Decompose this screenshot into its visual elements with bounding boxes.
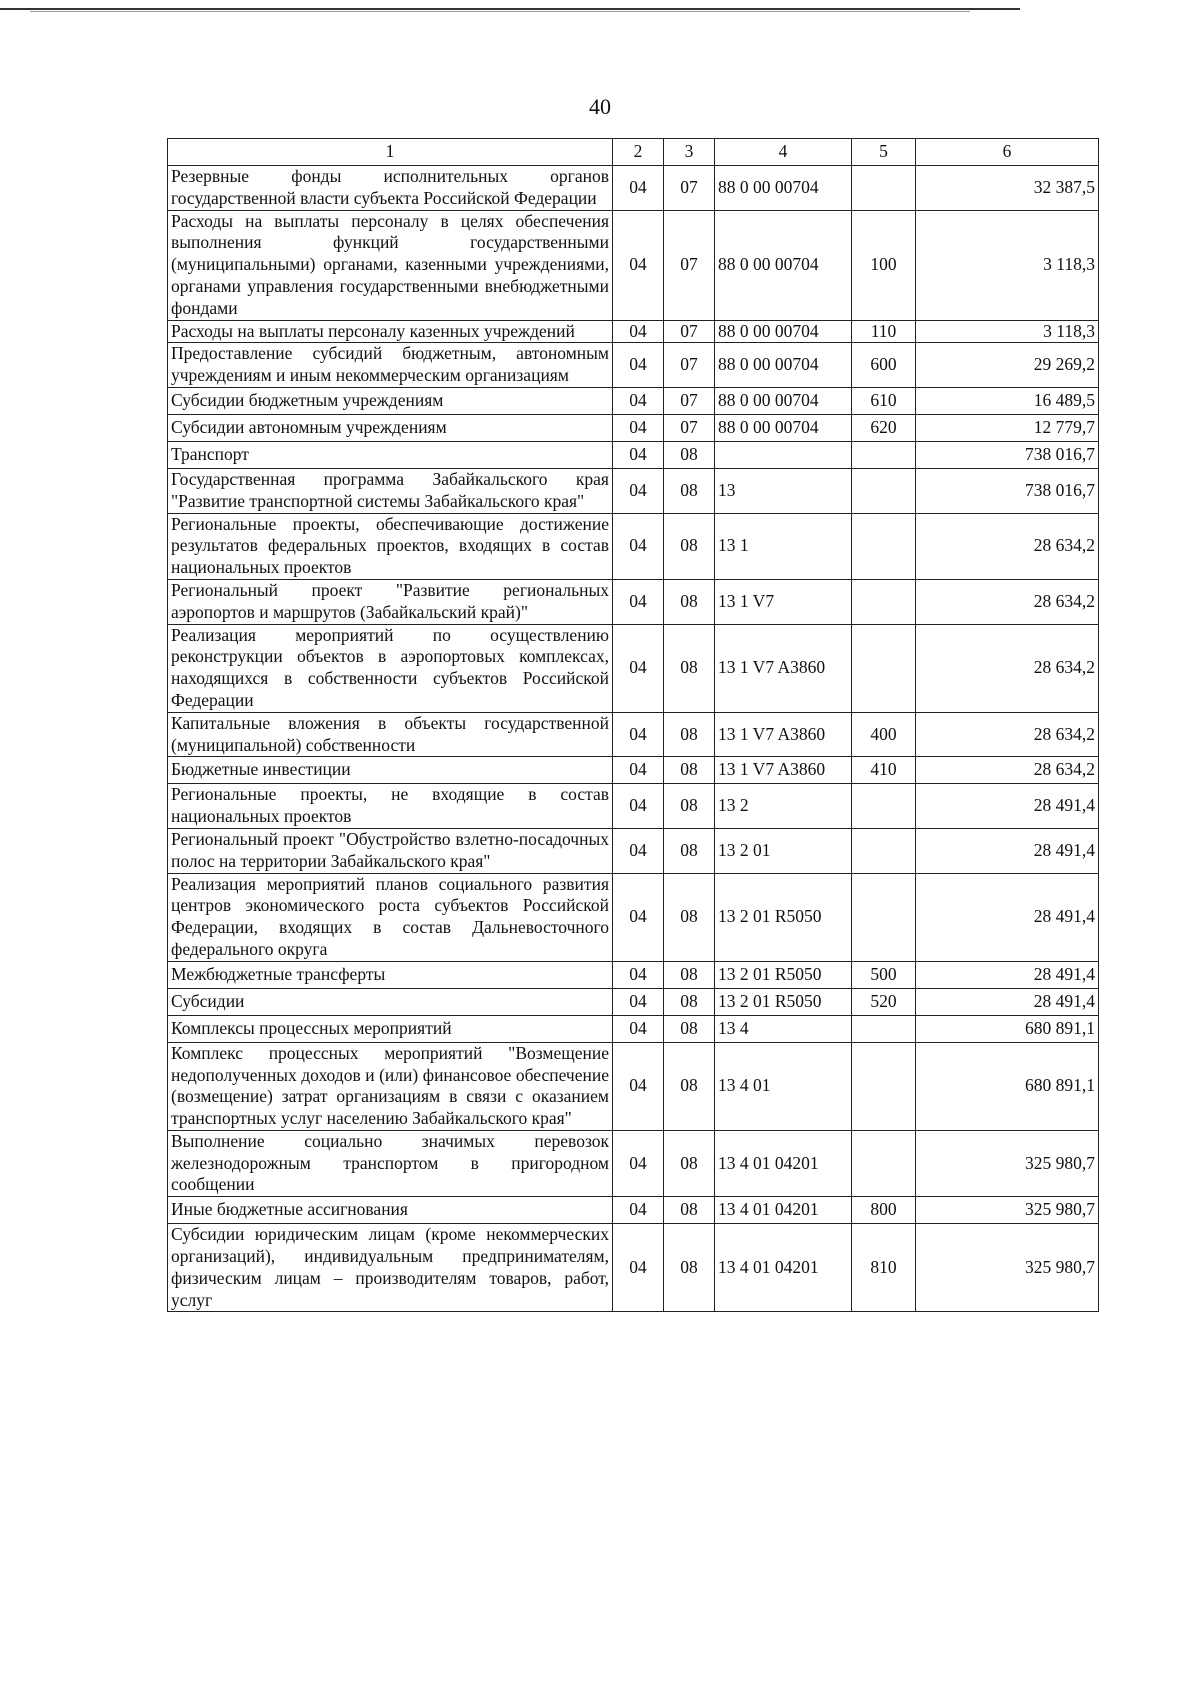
row-section-cell: 04 — [613, 873, 664, 961]
row-amount-cell: 680 891,1 — [916, 1015, 1099, 1042]
row-amount-cell: 28 491,4 — [916, 873, 1099, 961]
row-expense-type-cell: 520 — [852, 988, 916, 1015]
row-section-cell: 04 — [613, 320, 664, 343]
row-expense-type-cell: 800 — [852, 1197, 916, 1224]
row-subsection-cell: 08 — [664, 1197, 715, 1224]
row-subsection-cell: 08 — [664, 988, 715, 1015]
row-target-article-cell: 13 1 V7 — [715, 579, 852, 624]
row-section-cell: 04 — [613, 1042, 664, 1130]
row-amount-cell: 738 016,7 — [916, 468, 1099, 513]
row-expense-type-cell — [852, 873, 916, 961]
row-section-cell: 04 — [613, 1130, 664, 1196]
row-subsection-cell: 08 — [664, 1015, 715, 1042]
row-subsection-cell: 08 — [664, 1224, 715, 1312]
row-section-cell: 04 — [613, 988, 664, 1015]
table-row — [168, 988, 1099, 1015]
row-section-cell: 04 — [613, 961, 664, 988]
row-amount-cell: 28 491,4 — [916, 828, 1099, 873]
row-name-cell: Резервные фонды исполнительных органов государственной власти субъекта Российской Федерации — [168, 166, 613, 211]
row-expense-type-cell — [852, 624, 916, 712]
row-amount-cell: 325 980,7 — [916, 1224, 1099, 1312]
table-row — [168, 624, 1099, 712]
row-expense-type-cell: 600 — [852, 343, 916, 388]
header-cell-2: 2 — [613, 139, 664, 166]
row-target-article-cell: 88 0 00 00704 — [715, 387, 852, 414]
row-amount-cell: 28 491,4 — [916, 784, 1099, 829]
row-target-article-cell: 13 4 01 04201 — [715, 1130, 852, 1196]
row-target-article-cell: 88 0 00 00704 — [715, 210, 852, 320]
row-expense-type-cell — [852, 1042, 916, 1130]
table-row — [168, 343, 1099, 388]
row-section-cell: 04 — [613, 1015, 664, 1042]
row-amount-cell: 325 980,7 — [916, 1197, 1099, 1224]
table-row — [168, 468, 1099, 513]
row-expense-type-cell: 610 — [852, 387, 916, 414]
table-row — [168, 828, 1099, 873]
table-row — [168, 961, 1099, 988]
row-amount-cell: 28 634,2 — [916, 579, 1099, 624]
table-row — [168, 1015, 1099, 1042]
row-section-cell: 04 — [613, 414, 664, 441]
row-target-article-cell: 88 0 00 00704 — [715, 343, 852, 388]
row-name-cell: Региональный проект "Обустройство взлетно-посадочных полос на территории Забайкальского края" — [168, 828, 613, 873]
row-target-article-cell: 13 4 01 04201 — [715, 1197, 852, 1224]
row-expense-type-cell: 100 — [852, 210, 916, 320]
row-name-cell: Субсидии юридическим лицам (кроме некоммерческих организаций), индивидуальным предпринимателям, физическим лицам – производителям товаров, работ, услуг — [168, 1224, 613, 1312]
table-row — [168, 1130, 1099, 1196]
row-name-cell: Субсидии автономным учреждениям — [168, 414, 613, 441]
row-name-cell: Выполнение социально значимых перевозок железнодорожным транспортом в пригородном сообщении — [168, 1130, 613, 1196]
row-expense-type-cell — [852, 513, 916, 579]
row-name-cell: Реализация мероприятий планов социального развития центров экономического роста субъектов Российской Федерации, входящих в состав Дальневосточного федерального округа — [168, 873, 613, 961]
row-amount-cell: 16 489,5 — [916, 387, 1099, 414]
row-section-cell: 04 — [613, 828, 664, 873]
row-amount-cell: 325 980,7 — [916, 1130, 1099, 1196]
table-row — [168, 1042, 1099, 1130]
row-section-cell: 04 — [613, 712, 664, 757]
row-expense-type-cell — [852, 1130, 916, 1196]
table-row — [168, 757, 1099, 784]
row-section-cell: 04 — [613, 166, 664, 211]
row-target-article-cell: 13 4 01 — [715, 1042, 852, 1130]
table-row — [168, 1197, 1099, 1224]
row-subsection-cell: 08 — [664, 1130, 715, 1196]
row-name-cell: Расходы на выплаты персоналу казенных учреждений — [168, 320, 613, 343]
row-name-cell: Комплексы процессных мероприятий — [168, 1015, 613, 1042]
header-cell-3: 3 — [664, 139, 715, 166]
row-subsection-cell: 08 — [664, 624, 715, 712]
row-subsection-cell: 08 — [664, 828, 715, 873]
row-name-cell: Реализация мероприятий по осуществлению реконструкции объектов в аэропортовых комплексах, находящихся в собственности субъектов Российской Федерации — [168, 624, 613, 712]
row-subsection-cell: 08 — [664, 468, 715, 513]
row-target-article-cell: 13 — [715, 468, 852, 513]
row-expense-type-cell — [852, 441, 916, 468]
page-number: 40 — [589, 94, 611, 119]
row-target-article-cell: 13 4 01 04201 — [715, 1224, 852, 1312]
row-expense-type-cell: 810 — [852, 1224, 916, 1312]
row-subsection-cell: 08 — [664, 712, 715, 757]
row-expense-type-cell: 620 — [852, 414, 916, 441]
row-name-cell: Комплекс процессных мероприятий "Возмещение недополученных доходов и (или) финансовое обеспечение (возмещение) затрат организациям в связи с оказанием транспортных услуг населению Забайкальского края" — [168, 1042, 613, 1130]
row-section-cell: 04 — [613, 468, 664, 513]
row-name-cell: Региональные проекты, не входящие в состав национальных проектов — [168, 784, 613, 829]
row-target-article-cell: 88 0 00 00704 — [715, 414, 852, 441]
row-name-cell: Транспорт — [168, 441, 613, 468]
table-row — [168, 712, 1099, 757]
table-row — [168, 513, 1099, 579]
table-row — [168, 441, 1099, 468]
row-amount-cell: 28 634,2 — [916, 513, 1099, 579]
row-section-cell: 04 — [613, 387, 664, 414]
row-amount-cell: 32 387,5 — [916, 166, 1099, 211]
row-name-cell: Региональный проект "Развитие региональных аэропортов и маршрутов (Забайкальский край)" — [168, 579, 613, 624]
row-subsection-cell: 08 — [664, 961, 715, 988]
row-expense-type-cell — [852, 468, 916, 513]
row-name-cell: Государственная программа Забайкальского края "Развитие транспортной системы Забайкальского края" — [168, 468, 613, 513]
row-name-cell: Субсидии — [168, 988, 613, 1015]
table-row — [168, 1224, 1099, 1312]
row-section-cell: 04 — [613, 757, 664, 784]
header-cell-1: 1 — [168, 139, 613, 166]
row-amount-cell: 680 891,1 — [916, 1042, 1099, 1130]
row-section-cell: 04 — [613, 513, 664, 579]
row-subsection-cell: 07 — [664, 343, 715, 388]
row-section-cell: 04 — [613, 343, 664, 388]
top-scan-rule-thin — [30, 11, 970, 12]
row-expense-type-cell: 500 — [852, 961, 916, 988]
row-expense-type-cell: 110 — [852, 320, 916, 343]
row-expense-type-cell — [852, 579, 916, 624]
row-name-cell: Бюджетные инвестиции — [168, 757, 613, 784]
row-subsection-cell: 08 — [664, 441, 715, 468]
table-row — [168, 414, 1099, 441]
row-target-article-cell: 13 2 01 R5050 — [715, 873, 852, 961]
header-cell-6: 6 — [916, 139, 1099, 166]
table-row — [168, 210, 1099, 320]
row-target-article-cell: 88 0 00 00704 — [715, 320, 852, 343]
table-row — [168, 873, 1099, 961]
row-name-cell: Региональные проекты, обеспечивающие достижение результатов федеральных проектов, входящих в состав национальных проектов — [168, 513, 613, 579]
header-cell-4: 4 — [715, 139, 852, 166]
row-expense-type-cell: 400 — [852, 712, 916, 757]
row-subsection-cell: 07 — [664, 387, 715, 414]
row-target-article-cell: 13 2 01 — [715, 828, 852, 873]
row-amount-cell: 12 779,7 — [916, 414, 1099, 441]
row-subsection-cell: 08 — [664, 579, 715, 624]
row-section-cell: 04 — [613, 579, 664, 624]
row-target-article-cell: 13 1 V7 A3860 — [715, 624, 852, 712]
row-amount-cell: 28 491,4 — [916, 988, 1099, 1015]
row-subsection-cell: 08 — [664, 784, 715, 829]
row-amount-cell: 3 118,3 — [916, 210, 1099, 320]
row-subsection-cell: 07 — [664, 414, 715, 441]
row-name-cell: Расходы на выплаты персоналу в целях обеспечения выполнения функций государственными (муниципальными) органами, казенными учреждениями, органами управления государственными внебюджетными фондами — [168, 210, 613, 320]
row-name-cell: Межбюджетные трансферты — [168, 961, 613, 988]
row-amount-cell: 29 269,2 — [916, 343, 1099, 388]
row-expense-type-cell — [852, 828, 916, 873]
row-expense-type-cell: 410 — [852, 757, 916, 784]
table-row — [168, 320, 1099, 343]
budget-table — [167, 138, 1099, 1312]
table-row — [168, 387, 1099, 414]
row-subsection-cell: 08 — [664, 1042, 715, 1130]
row-section-cell: 04 — [613, 784, 664, 829]
top-scan-rule — [0, 8, 1020, 10]
row-name-cell: Субсидии бюджетным учреждениям — [168, 387, 613, 414]
table-row — [168, 579, 1099, 624]
header-cell-5: 5 — [852, 139, 916, 166]
row-target-article-cell: 13 2 — [715, 784, 852, 829]
row-name-cell: Иные бюджетные ассигнования — [168, 1197, 613, 1224]
row-target-article-cell — [715, 441, 852, 468]
row-target-article-cell: 13 1 V7 A3860 — [715, 757, 852, 784]
row-target-article-cell: 13 2 01 R5050 — [715, 961, 852, 988]
row-amount-cell: 3 118,3 — [916, 320, 1099, 343]
table-row — [168, 784, 1099, 829]
row-subsection-cell: 08 — [664, 873, 715, 961]
row-section-cell: 04 — [613, 1224, 664, 1312]
row-subsection-cell: 07 — [664, 166, 715, 211]
row-subsection-cell: 07 — [664, 320, 715, 343]
row-amount-cell: 28 634,2 — [916, 757, 1099, 784]
row-target-article-cell: 13 1 — [715, 513, 852, 579]
header-row — [168, 139, 1099, 166]
row-section-cell: 04 — [613, 1197, 664, 1224]
row-target-article-cell: 13 4 — [715, 1015, 852, 1042]
row-subsection-cell: 07 — [664, 210, 715, 320]
table-row — [168, 166, 1099, 211]
row-section-cell: 04 — [613, 441, 664, 468]
row-section-cell: 04 — [613, 624, 664, 712]
row-amount-cell: 28 491,4 — [916, 961, 1099, 988]
row-name-cell: Капитальные вложения в объекты государственной (муниципальной) собственности — [168, 712, 613, 757]
row-section-cell: 04 — [613, 210, 664, 320]
row-target-article-cell: 13 1 V7 A3860 — [715, 712, 852, 757]
row-amount-cell: 28 634,2 — [916, 712, 1099, 757]
row-expense-type-cell — [852, 166, 916, 211]
row-amount-cell: 738 016,7 — [916, 441, 1099, 468]
row-expense-type-cell — [852, 784, 916, 829]
row-expense-type-cell — [852, 1015, 916, 1042]
row-target-article-cell: 13 2 01 R5050 — [715, 988, 852, 1015]
row-name-cell: Предоставление субсидий бюджетным, автономным учреждениям и иным некоммерческим организациям — [168, 343, 613, 388]
row-amount-cell: 28 634,2 — [916, 624, 1099, 712]
row-subsection-cell: 08 — [664, 757, 715, 784]
row-target-article-cell: 88 0 00 00704 — [715, 166, 852, 211]
row-subsection-cell: 08 — [664, 513, 715, 579]
